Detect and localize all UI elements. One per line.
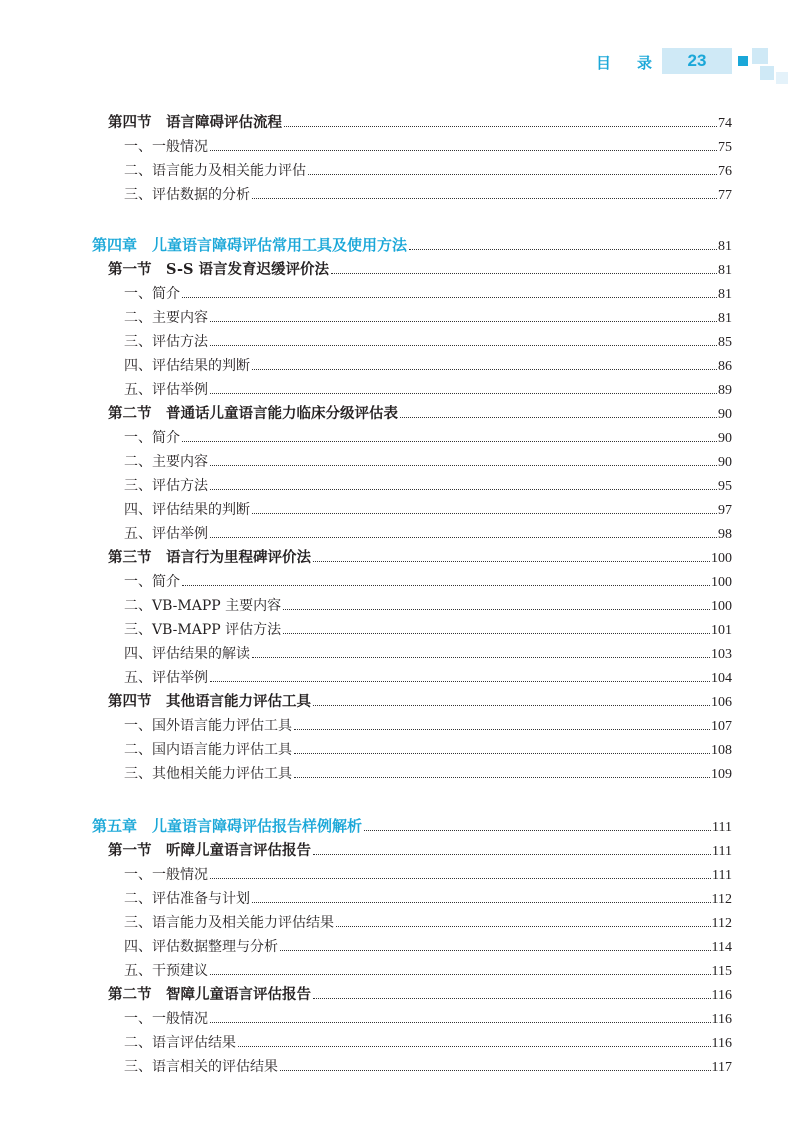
toc-entry-label: 第五章 儿童语言障碍评估报告样例解析	[92, 817, 363, 835]
decorative-square	[752, 48, 768, 64]
toc-entry-label: 二、主要内容	[124, 310, 208, 326]
toc-leader-dots	[182, 297, 717, 298]
toc-page-number: 101	[711, 623, 732, 638]
toc-entry-label: 四、评估数据整理与分析	[124, 939, 278, 955]
toc-entry-label: 第二节 普通话儿童语言能力临床分级评估表	[108, 405, 398, 422]
toc-leader-dots	[252, 657, 710, 658]
toc-section[interactable]	[0, 980, 800, 1004]
toc-page-number: 74	[718, 116, 732, 131]
toc-leader-dots	[313, 705, 710, 706]
toc-entry-label: 第四节 语言障碍评估流程	[108, 114, 282, 131]
toc-leader-dots	[364, 830, 711, 831]
toc-page-number: 112	[711, 892, 732, 907]
toc-page-number: 115	[711, 964, 732, 979]
toc-section[interactable]	[0, 836, 800, 860]
toc-leader-dots	[294, 777, 710, 778]
toc-leader-dots	[210, 1022, 711, 1023]
toc-page-number: 77	[718, 188, 732, 203]
toc-item[interactable]	[0, 180, 800, 204]
toc-leader-dots	[210, 681, 710, 682]
toc-chapter[interactable]	[0, 812, 800, 836]
toc-page-number: 89	[718, 383, 732, 398]
toc-page-number: 86	[718, 359, 732, 374]
toc-leader-dots	[210, 465, 717, 466]
toc-leader-dots	[252, 513, 717, 514]
toc-item[interactable]	[0, 932, 800, 956]
toc-leader-dots	[294, 729, 710, 730]
toc-page-number: 98	[718, 527, 732, 542]
toc-page-number: 100	[711, 575, 732, 590]
toc-item[interactable]	[0, 1004, 800, 1028]
toc-page-number: 116	[711, 1012, 732, 1027]
toc-section[interactable]	[0, 108, 800, 132]
toc-page-number: 112	[711, 916, 732, 931]
toc-page-number: 81	[718, 287, 732, 302]
toc-page-number: 97	[718, 503, 732, 518]
toc-leader-dots	[182, 441, 717, 442]
toc-entry-label: 第三节 语言行为里程碑评价法	[108, 549, 311, 566]
toc-item[interactable]	[0, 908, 800, 932]
toc-page-number: 111	[712, 868, 732, 883]
toc-leader-dots	[238, 1046, 711, 1047]
toc-entry-label: 一、一般情况	[124, 867, 208, 883]
toc-item[interactable]	[0, 759, 800, 783]
toc-item[interactable]	[0, 956, 800, 980]
toc-section[interactable]	[0, 255, 800, 279]
toc-entry-label: 四、评估结果的解读	[124, 646, 250, 662]
toc-entry-label: 第四节 其他语言能力评估工具	[108, 693, 311, 710]
toc-item[interactable]	[0, 327, 800, 351]
toc-entry-label: 五、评估举例	[124, 382, 208, 398]
toc-page-number: 116	[711, 1036, 732, 1051]
toc-item[interactable]	[0, 519, 800, 543]
toc-leader-dots	[252, 902, 711, 903]
toc-item[interactable]	[0, 351, 800, 375]
toc-entry-label: 一、简介	[124, 286, 180, 302]
toc-chapter[interactable]	[0, 231, 800, 255]
toc-section[interactable]	[0, 399, 800, 423]
toc-item[interactable]	[0, 423, 800, 447]
toc-entry-label: 二、评估准备与计划	[124, 891, 250, 907]
toc-entry-label: 第二节 智障儿童语言评估报告	[108, 986, 311, 1003]
toc-entry-label: 二、国内语言能力评估工具	[124, 742, 292, 758]
toc-leader-dots	[252, 198, 717, 199]
toc-page-number: 76	[718, 164, 732, 179]
toc-page-number: 90	[718, 455, 732, 470]
toc-leader-dots	[210, 345, 717, 346]
decorative-square	[738, 56, 748, 66]
decorative-square	[776, 72, 788, 84]
toc-page-number: 95	[718, 479, 732, 494]
toc-entry-label: 二、主要内容	[124, 454, 208, 470]
toc-leader-dots	[336, 926, 711, 927]
toc-entry-label: 一、国外语言能力评估工具	[124, 718, 292, 734]
header-page-number: 23	[662, 48, 732, 74]
toc-item[interactable]	[0, 591, 800, 615]
toc-leader-dots	[400, 417, 717, 418]
toc-item[interactable]	[0, 860, 800, 884]
toc-leader-dots	[308, 174, 717, 175]
toc-item[interactable]	[0, 447, 800, 471]
toc-leader-dots	[283, 609, 710, 610]
toc-page-number: 81	[718, 263, 732, 278]
toc-page-number: 107	[711, 719, 732, 734]
toc-leader-dots	[210, 489, 717, 490]
toc-leader-dots	[210, 974, 711, 975]
toc-page-number: 81	[718, 239, 732, 254]
toc-entry-label: 三、其他相关能力评估工具	[124, 766, 292, 782]
toc-leader-dots	[210, 537, 717, 538]
toc-leader-dots	[313, 998, 711, 999]
toc-entry-label: 一、简介	[124, 574, 180, 590]
toc-page-number: 114	[711, 940, 732, 955]
toc-entry-label: 三、评估方法	[124, 478, 208, 494]
toc-section[interactable]	[0, 543, 800, 567]
toc-page-number: 90	[718, 431, 732, 446]
toc-entry-label: 第一节 听障儿童语言评估报告	[108, 842, 311, 859]
toc-entry-label: 五、评估举例	[124, 526, 208, 542]
toc-page-number: 90	[718, 407, 732, 422]
toc-entry-label: 二、VB-MAPP 主要内容	[124, 598, 282, 614]
toc-page-number: 81	[718, 311, 732, 326]
header-title-char-2: 录	[637, 54, 653, 72]
toc-leader-dots	[210, 321, 717, 322]
toc-page-number: 104	[711, 671, 732, 686]
toc-leader-dots	[313, 561, 710, 562]
toc-leader-dots	[182, 585, 710, 586]
toc-section[interactable]	[0, 687, 800, 711]
toc-item[interactable]	[0, 663, 800, 687]
toc-leader-dots	[284, 126, 717, 127]
toc-leader-dots	[280, 1070, 711, 1071]
toc-item[interactable]	[0, 1028, 800, 1052]
toc-entry-label: 一、简介	[124, 430, 180, 446]
toc-item[interactable]	[0, 567, 800, 591]
toc-entry-label: 二、语言评估结果	[124, 1035, 236, 1051]
toc-entry-label: 四、评估结果的判断	[124, 502, 250, 518]
toc-page-number: 117	[711, 1060, 732, 1075]
toc-page-number: 103	[711, 647, 732, 662]
toc-leader-dots	[331, 273, 717, 274]
header-title-char-1: 目	[596, 54, 612, 72]
toc-item[interactable]	[0, 495, 800, 519]
toc-item[interactable]	[0, 132, 800, 156]
toc-item[interactable]	[0, 884, 800, 908]
toc-entry-label: 第四章 儿童语言障碍评估常用工具及使用方法	[92, 236, 408, 254]
toc-entry-label: 五、评估举例	[124, 670, 208, 686]
toc-item[interactable]	[0, 639, 800, 663]
toc-entry-label: 四、评估结果的判断	[124, 358, 250, 374]
toc-leader-dots	[313, 854, 711, 855]
toc-entry-label: 三、语言能力及相关能力评估结果	[124, 915, 334, 931]
toc-leader-dots	[409, 249, 717, 250]
toc-entry-label: 五、干预建议	[124, 963, 208, 979]
toc-item[interactable]	[0, 279, 800, 303]
header-title	[596, 52, 652, 73]
toc-item[interactable]	[0, 1052, 800, 1076]
toc-leader-dots	[280, 950, 711, 951]
toc-page-number: 75	[718, 140, 732, 155]
page-header	[0, 0, 800, 100]
toc-entry-label: 一、一般情况	[124, 1011, 208, 1027]
toc-leader-dots	[294, 753, 710, 754]
toc-item[interactable]	[0, 471, 800, 495]
toc-page-number: 111	[712, 820, 732, 835]
toc-item[interactable]	[0, 303, 800, 327]
toc-page-number: 100	[711, 551, 732, 566]
toc-page-number: 100	[711, 599, 732, 614]
toc-page-number: 85	[718, 335, 732, 350]
toc-page-number: 108	[711, 743, 732, 758]
toc-page-number: 116	[711, 988, 732, 1003]
toc-leader-dots	[210, 150, 717, 151]
toc-entry-label: 二、语言能力及相关能力评估	[124, 163, 306, 179]
toc-item[interactable]	[0, 735, 800, 759]
decorative-square	[760, 66, 774, 80]
toc-entry-label: 三、VB-MAPP 评估方法	[124, 622, 282, 638]
toc-item[interactable]	[0, 156, 800, 180]
toc-entry-label: 第一节 S-S 语言发育迟缓评价法	[108, 261, 330, 278]
toc-item[interactable]	[0, 615, 800, 639]
toc-leader-dots	[252, 369, 717, 370]
toc-item[interactable]	[0, 375, 800, 399]
toc-page-number: 111	[712, 844, 732, 859]
toc-entry-label: 三、语言相关的评估结果	[124, 1059, 278, 1075]
toc-entry-label: 三、评估方法	[124, 334, 208, 350]
toc-leader-dots	[210, 393, 717, 394]
toc-entry-label: 一、一般情况	[124, 139, 208, 155]
toc-page-number: 109	[711, 767, 732, 782]
toc-entry-label: 三、评估数据的分析	[124, 187, 250, 203]
toc-item[interactable]	[0, 711, 800, 735]
toc-page-number: 106	[711, 695, 732, 710]
toc-leader-dots	[283, 633, 710, 634]
toc-leader-dots	[210, 878, 711, 879]
